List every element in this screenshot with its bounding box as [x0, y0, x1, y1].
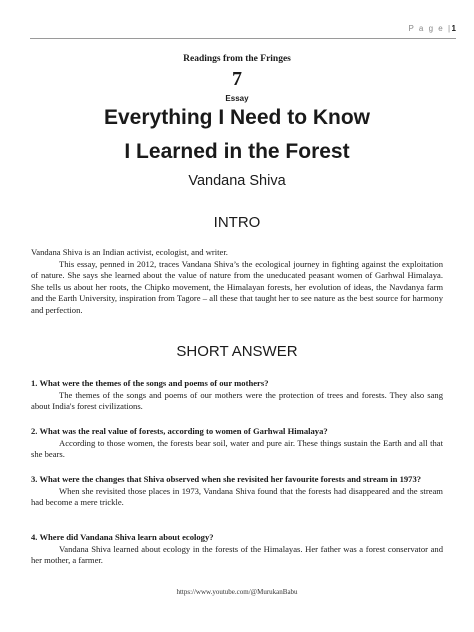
page-number-header	[409, 24, 456, 33]
qa-item-2	[31, 426, 443, 461]
author-name: Vandana Shiva	[188, 173, 286, 189]
question-2: 2. What was the real value of forests, according to women of Garhwal Himalaya?	[31, 426, 328, 436]
page-label: P a g e	[408, 24, 445, 33]
page-number: 1	[451, 24, 456, 33]
question-3: 3. What were the changes that Shiva observed when she revisited her favourite forests and stream in 1973?	[31, 474, 422, 484]
footer-url: https://www.youtube.com/@MurukanBabu	[176, 588, 298, 596]
intro-heading: INTRO	[213, 214, 261, 231]
chapter-number: 7	[232, 68, 242, 90]
genre-label: Essay	[225, 94, 249, 103]
qa-item-3	[31, 474, 443, 509]
qa-item-4	[31, 532, 443, 567]
essay-title-line-1: Everything I Need to Know	[103, 106, 371, 129]
qa-item-1	[31, 378, 443, 413]
intro-section	[31, 247, 443, 317]
book-title: Readings from the Fringes	[183, 54, 291, 64]
intro-paragraph: This essay, penned in 2012, traces Vandana Shiva’s the ecological journey in fighting against the exploitation of nature. She says she learned about the value of nature from the uneducated peasant women of Garhwal Himalaya. She tells us about her roots, the Chipko movement, the Himalayan forests, her evolution of ideas, the Navdanya farm and the Earth University, inspiration from Tagore – all these that taught her to see nature as the best source for harmony and perfection.	[31, 258, 443, 315]
answer-3: When she revisited those places in 1973, Vandana Shiva found that the forests had disappeared and the stream had become a mere trickle.	[31, 485, 443, 508]
answer-4: Vandana Shiva learned about ecology in the forests of the Himalayas. Her father was a forest conservator and her mother, a farmer.	[31, 543, 443, 566]
essay-title-line-2: I Learned in the Forest	[124, 140, 350, 163]
short-answer-heading: SHORT ANSWER	[176, 343, 298, 360]
question-1: 1. What were the themes of the songs and poems of our mothers?	[31, 378, 269, 388]
page-separator: |	[447, 24, 452, 33]
answer-1: The themes of the songs and poems of our mothers were the protection of trees and forests. They also sang about India's forest civilizations.	[31, 389, 443, 412]
intro-line: Vandana Shiva is an Indian activist, ecologist, and writer.	[31, 247, 228, 257]
header-divider	[30, 38, 456, 39]
question-4: 4. Where did Vandana Shiva learn about ecology?	[31, 532, 214, 542]
answer-2: According to those women, the forests bear soil, water and pure air. These things sustain the Earth and all that she bears.	[31, 437, 443, 460]
